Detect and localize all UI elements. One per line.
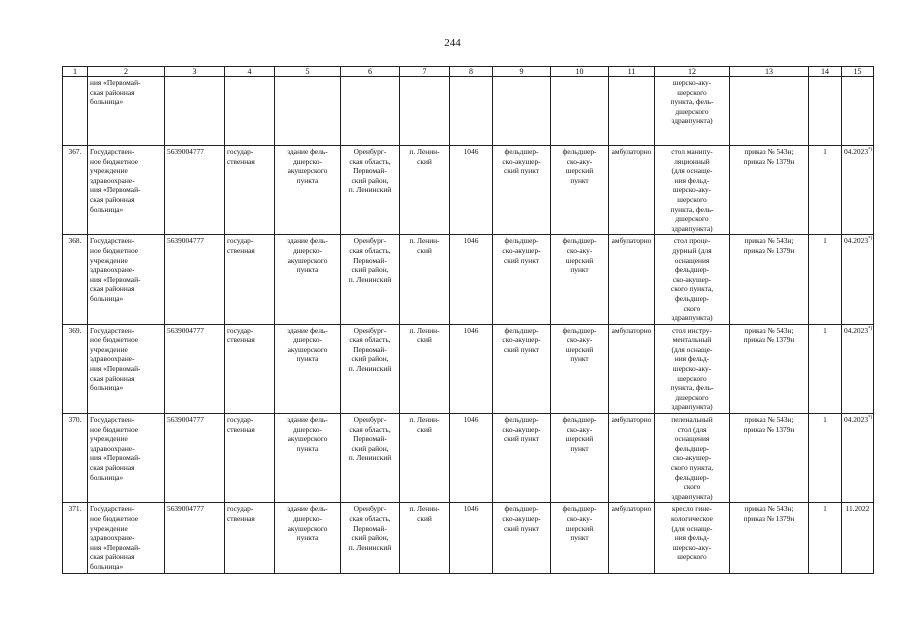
column-number: 7	[400, 67, 450, 77]
column-number: 15	[842, 67, 874, 77]
column-number: 6	[341, 67, 400, 77]
order-cell: приказ № 543н; приказ № 1379н	[730, 146, 809, 235]
address-cell	[341, 77, 400, 146]
organization-cell: Государствен- ное бюджетное учреждение здравоохране- ния «Первомай- ская районная больница»	[88, 503, 165, 573]
care-type-cell: амбулаторно	[609, 235, 655, 324]
inn-cell: 5639004777	[165, 146, 225, 235]
date-cell	[842, 503, 874, 573]
organization-cell: Государствен- ное бюджетное учреждение здравоохране- ния «Первомай- ская районная больница»	[88, 414, 165, 503]
quantity-cell: 1	[809, 414, 842, 503]
care-type-cell: амбулаторно	[609, 146, 655, 235]
order-cell: приказ № 543н; приказ № 1379н	[730, 235, 809, 324]
ownership-cell: государ- ственная	[225, 146, 275, 235]
building-cell: здание фель- дшерско- акушерского пункта	[275, 324, 341, 413]
organization-cell: ния «Первомай- ская районная больница»	[88, 77, 165, 146]
unit-type-cell: фельдшер- ско-аку- шерский пункт	[551, 146, 609, 235]
equipment-cell: шерско-аку- шерского пункта, фель- дшерского здравпункта)	[655, 77, 730, 146]
date-value: 04.2023	[844, 236, 869, 246]
organization-cell: Государствен- ное бюджетное учреждение здравоохране- ния «Первомай- ская районная больница»	[88, 235, 165, 324]
unit-cell: фельдшер- ско-акушер- ский пункт	[493, 235, 551, 324]
column-number: 13	[730, 67, 809, 77]
date-cell	[842, 77, 874, 146]
column-number: 12	[655, 67, 730, 77]
unit-cell: фельдшер- ско-акушер- ский пункт	[493, 503, 551, 573]
table-row	[63, 77, 874, 146]
row-number-cell	[63, 77, 88, 146]
table-row	[63, 414, 874, 503]
page-number: 244	[444, 37, 461, 49]
table-row	[63, 146, 874, 235]
address-cell: Оренбург- ская область, Первомай- ский район, п. Ленинский	[341, 414, 400, 503]
settlement-cell: п. Ленин- ский	[400, 146, 450, 235]
order-cell: приказ № 543н; приказ № 1379н	[730, 324, 809, 413]
footnote-mark: *)	[868, 147, 873, 153]
footnote-mark: *)	[868, 236, 873, 242]
care-type-cell: амбулаторно	[609, 324, 655, 413]
quantity-cell: 1	[809, 146, 842, 235]
equipment-cell: стол инстру- ментальный (для оснаще- ния фельд- шерско-аку- шерского пункта, фель- дшерского здравпункта)	[655, 324, 730, 413]
unit-type-cell: фельдшер- ско-аку- шерский пункт	[551, 414, 609, 503]
order-cell: приказ № 543н; приказ № 1379н	[730, 414, 809, 503]
inn-cell	[165, 77, 225, 146]
equipment-cell: стол манипу- ляционный (для оснаще- ния фельд- шерско-аку- шерского пункта, фель- дшерского здравпункта)	[655, 146, 730, 235]
column-number: 8	[450, 67, 493, 77]
column-number: 14	[809, 67, 842, 77]
order-cell	[730, 77, 809, 146]
care-type-cell: амбулаторно	[609, 414, 655, 503]
unit-type-cell: фельдшер- ско-аку- шерский пункт	[551, 324, 609, 413]
equipment-cell: кресло гине- кологическое (для оснаще- ния фельд- шерско-аку- шерского	[655, 503, 730, 573]
quantity-cell: 1	[809, 235, 842, 324]
date-value: 04.2023	[844, 147, 869, 156]
settlement-cell: п. Ленин- ский	[400, 414, 450, 503]
quantity-cell	[809, 77, 842, 146]
footnote-mark: *)	[868, 415, 873, 421]
equipment-cell: пеленальный стол (для оснащения фельдшер- ско-акушер- ского пункта, фельдшер- ского здравпункта)	[655, 414, 730, 503]
row-number-cell: 371.	[63, 503, 88, 573]
column-number: 11	[609, 67, 655, 77]
column-number: 9	[493, 67, 551, 77]
date-cell	[842, 324, 874, 413]
column-number: 5	[275, 67, 341, 77]
unit-type-cell	[551, 77, 609, 146]
unit-cell: фельдшер- ско-акушер- ский пункт	[493, 414, 551, 503]
row-number-cell: 370.	[63, 414, 88, 503]
date-value: 11.2022	[845, 504, 870, 514]
column-number: 4	[225, 67, 275, 77]
code-cell: 1046	[450, 414, 493, 503]
settlement-cell: п. Ленин- ский	[400, 503, 450, 573]
registry-table	[62, 66, 874, 574]
code-cell	[450, 77, 493, 146]
building-cell: здание фель- дшерско- акушерского пункта	[275, 414, 341, 503]
building-cell: здание фель- дшерско- акушерского пункта	[275, 235, 341, 324]
inn-cell: 5639004777	[165, 324, 225, 413]
column-number: 1	[63, 67, 88, 77]
organization-cell: Государствен- ное бюджетное учреждение здравоохране- ния «Первомай- ская районная больница»	[88, 324, 165, 413]
column-number: 10	[551, 67, 609, 77]
ownership-cell	[225, 77, 275, 146]
code-cell: 1046	[450, 146, 493, 235]
inn-cell: 5639004777	[165, 235, 225, 324]
column-number: 3	[165, 67, 225, 77]
organization-cell: Государствен- ное бюджетное учреждение здравоохране- ния «Первомай- ская районная больница»	[88, 146, 165, 235]
equipment-cell: стол проце- дурный (для оснащения фельдшер- ско-акушер- ского пункта, фельдшер- ского здравпункта)	[655, 235, 730, 324]
unit-cell	[493, 77, 551, 146]
date-cell	[842, 146, 874, 235]
date-value: 04.2023	[844, 325, 869, 335]
ownership-cell: государ- ственная	[225, 414, 275, 503]
row-number-cell: 367.	[63, 146, 88, 235]
order-cell: приказ № 543н; приказ № 1379н	[730, 503, 809, 573]
table-row	[63, 235, 874, 324]
settlement-cell	[400, 77, 450, 146]
address-cell: Оренбург- ская область, Первомай- ский район, п. Ленинский	[341, 503, 400, 573]
unit-cell: фельдшер- ско-акушер- ский пункт	[493, 146, 551, 235]
inn-cell: 5639004777	[165, 414, 225, 503]
unit-type-cell: фельдшер- ско-аку- шерский пункт	[551, 503, 609, 573]
unit-cell: фельдшер- ско-акушер- ский пункт	[493, 324, 551, 413]
footnote-mark: *)	[868, 326, 873, 332]
address-cell: Оренбург- ская область, Первомай- ский район, п. Ленинский	[341, 235, 400, 324]
unit-type-cell: фельдшер- ско-аку- шерский пункт	[551, 235, 609, 324]
date-cell	[842, 235, 874, 324]
code-cell: 1046	[450, 503, 493, 573]
date-cell	[842, 414, 874, 503]
column-number-row	[63, 67, 874, 77]
date-value: 04.2023	[844, 415, 869, 425]
care-type-cell	[609, 77, 655, 146]
settlement-cell: п. Ленин- ский	[400, 235, 450, 324]
code-cell: 1046	[450, 324, 493, 413]
column-number: 2	[88, 67, 165, 77]
inn-cell: 5639004777	[165, 503, 225, 573]
care-type-cell: амбулаторно	[609, 503, 655, 573]
row-number-cell: 369.	[63, 324, 88, 413]
code-cell: 1046	[450, 235, 493, 324]
row-number-cell: 368.	[63, 235, 88, 324]
building-cell	[275, 77, 341, 146]
table-row	[63, 503, 874, 573]
quantity-cell: 1	[809, 324, 842, 413]
ownership-cell: государ- ственная	[225, 324, 275, 413]
ownership-cell: государ- ственная	[225, 235, 275, 324]
table-row	[63, 324, 874, 413]
address-cell: Оренбург- ская область, Первомай- ский район, п. Ленинский	[341, 146, 400, 235]
settlement-cell: п. Ленин- ский	[400, 324, 450, 413]
building-cell: здание фель- дшерско- акушерского пункта	[275, 146, 341, 235]
address-cell: Оренбург- ская область, Первомай- ский район, п. Ленинский	[341, 324, 400, 413]
quantity-cell: 1	[809, 503, 842, 573]
building-cell: здание фель- дшерско- акушерского пункта	[275, 503, 341, 573]
ownership-cell: государ- ственная	[225, 503, 275, 573]
